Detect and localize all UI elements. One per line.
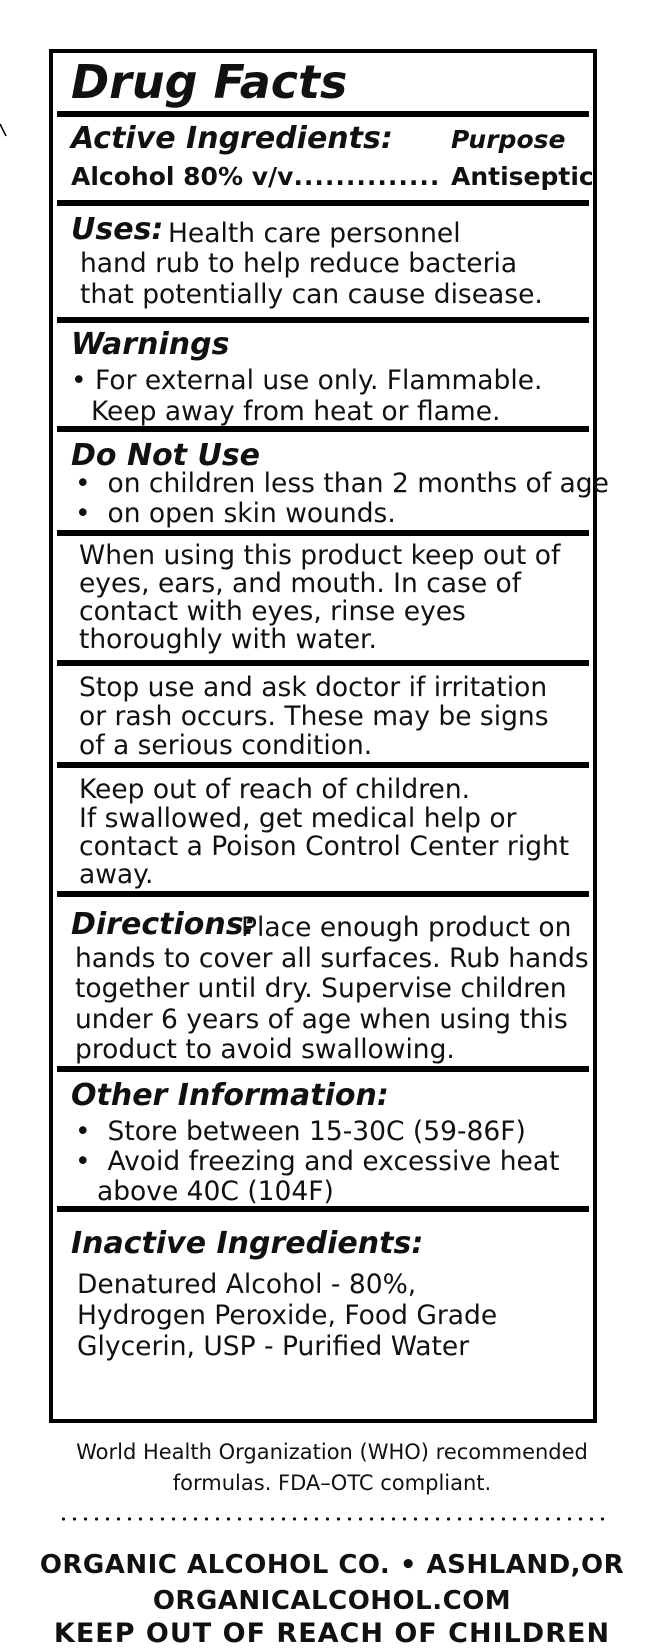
directions-line-3: together until dry. Supervise children: [75, 973, 567, 1004]
do-not-use-section: [57, 432, 609, 536]
do-not-use-heading: Do Not Use: [71, 438, 261, 473]
website-line: ORGANICALCOHOL.COM: [152, 1586, 512, 1616]
stop-use-line-1: Stop use and ask doctor if irritation: [79, 672, 548, 703]
drug-facts-title: Drug Facts: [71, 55, 348, 109]
company-line: ORGANIC ALCOHOL CO. • ASHLAND,OR: [39, 1550, 625, 1580]
do-not-use-item: • on open skin wounds.: [75, 498, 396, 529]
inactive-line-3: Glycerin, USP - Purified Water: [77, 1331, 470, 1362]
title-section: [57, 53, 589, 117]
inactive-line-1: Denatured Alcohol - 80%,: [77, 1269, 417, 1300]
uses-heading: Uses:: [71, 212, 164, 247]
when-using-line-3: contact with eyes, rinse eyes: [79, 596, 466, 627]
bullet-icon: •: [75, 468, 91, 499]
warnings-heading: Warnings: [71, 327, 230, 362]
other-information-section: [57, 1072, 589, 1212]
bullet-icon: •: [75, 1116, 91, 1147]
when-using-line-4: thoroughly with water.: [79, 624, 377, 655]
directions-section: [57, 897, 589, 1072]
inactive-ingredients-heading: Inactive Ingredients:: [71, 1226, 424, 1261]
warnings-line-1: • For external use only. Flammable.: [71, 365, 543, 396]
when-using-line-2: eyes, ears, and mouth. In case of: [79, 568, 522, 599]
purpose-heading: Purpose: [451, 125, 566, 154]
directions-line-4: under 6 years of age when using this: [75, 1004, 568, 1035]
stop-use-section: [57, 666, 589, 768]
purpose-value: Antiseptic: [451, 162, 594, 191]
keep-out-line-2: If swallowed, get medical help or: [79, 803, 517, 834]
keep-out-line-4: away.: [79, 859, 154, 890]
directions-heading: Directions:: [71, 907, 256, 942]
directions-line-1: Place enough product on: [241, 912, 572, 943]
other-information-heading: Other Information:: [71, 1078, 389, 1113]
ingredient-name: Alcohol 80% v/v: [71, 162, 294, 191]
stop-use-line-3: of a serious condition.: [79, 730, 373, 761]
when-using-line-1: When using this product keep out of: [79, 540, 561, 571]
uses-line-2: hand rub to help reduce bacteria: [80, 248, 518, 279]
inactive-line-2: Hydrogen Peroxide, Food Grade: [77, 1300, 498, 1331]
warnings-section: [57, 323, 589, 432]
who-line-2: formulas. FDA–OTC compliant.: [172, 1471, 492, 1495]
drug-facts-panel: [49, 49, 609, 1423]
other-info-item: • Store between 15-30C (59-86F): [75, 1116, 526, 1147]
inactive-ingredients-section: [57, 1212, 589, 1419]
keep-out-line-3: contact a Poison Control Center right: [79, 831, 570, 862]
directions-line-5: product to avoid swallowing.: [75, 1034, 455, 1065]
uses-line-1: Health care personnel: [168, 218, 461, 249]
active-ingredients-heading: Active Ingredients:: [71, 121, 393, 156]
do-not-use-item: • on children less than 2 months of age: [75, 468, 609, 499]
keep-out-section: [57, 768, 589, 897]
bullet-icon: •: [75, 1146, 91, 1177]
stop-use-line-2: or rash occurs. These may be signs: [79, 701, 549, 732]
who-line-1: World Health Organization (WHO) recommended: [76, 1440, 588, 1464]
other-info-continuation: above 40C (104F): [97, 1176, 334, 1207]
cut-off-text: KEEP OUT OF REACH OF CHILDREN: [53, 1618, 611, 1649]
other-info-item: • Avoid freezing and excessive heat: [75, 1146, 560, 1177]
active-ingredient-line: [71, 162, 440, 191]
dotted-separator: [58, 1517, 606, 1521]
when-using-section: [57, 536, 589, 666]
edge-mark: [0, 124, 6, 138]
bullet-icon: •: [75, 498, 91, 529]
directions-line-2: hands to cover all surfaces. Rub hands: [75, 943, 589, 974]
uses-section: [57, 206, 589, 323]
active-ingredients-section: [57, 117, 594, 206]
warnings-line-2: Keep away from heat or flame.: [91, 396, 501, 427]
keep-out-line-1: Keep out of reach of children.: [79, 774, 471, 805]
leader-dots: ..............: [293, 162, 441, 191]
uses-line-3: that potentially can cause disease.: [80, 279, 543, 310]
